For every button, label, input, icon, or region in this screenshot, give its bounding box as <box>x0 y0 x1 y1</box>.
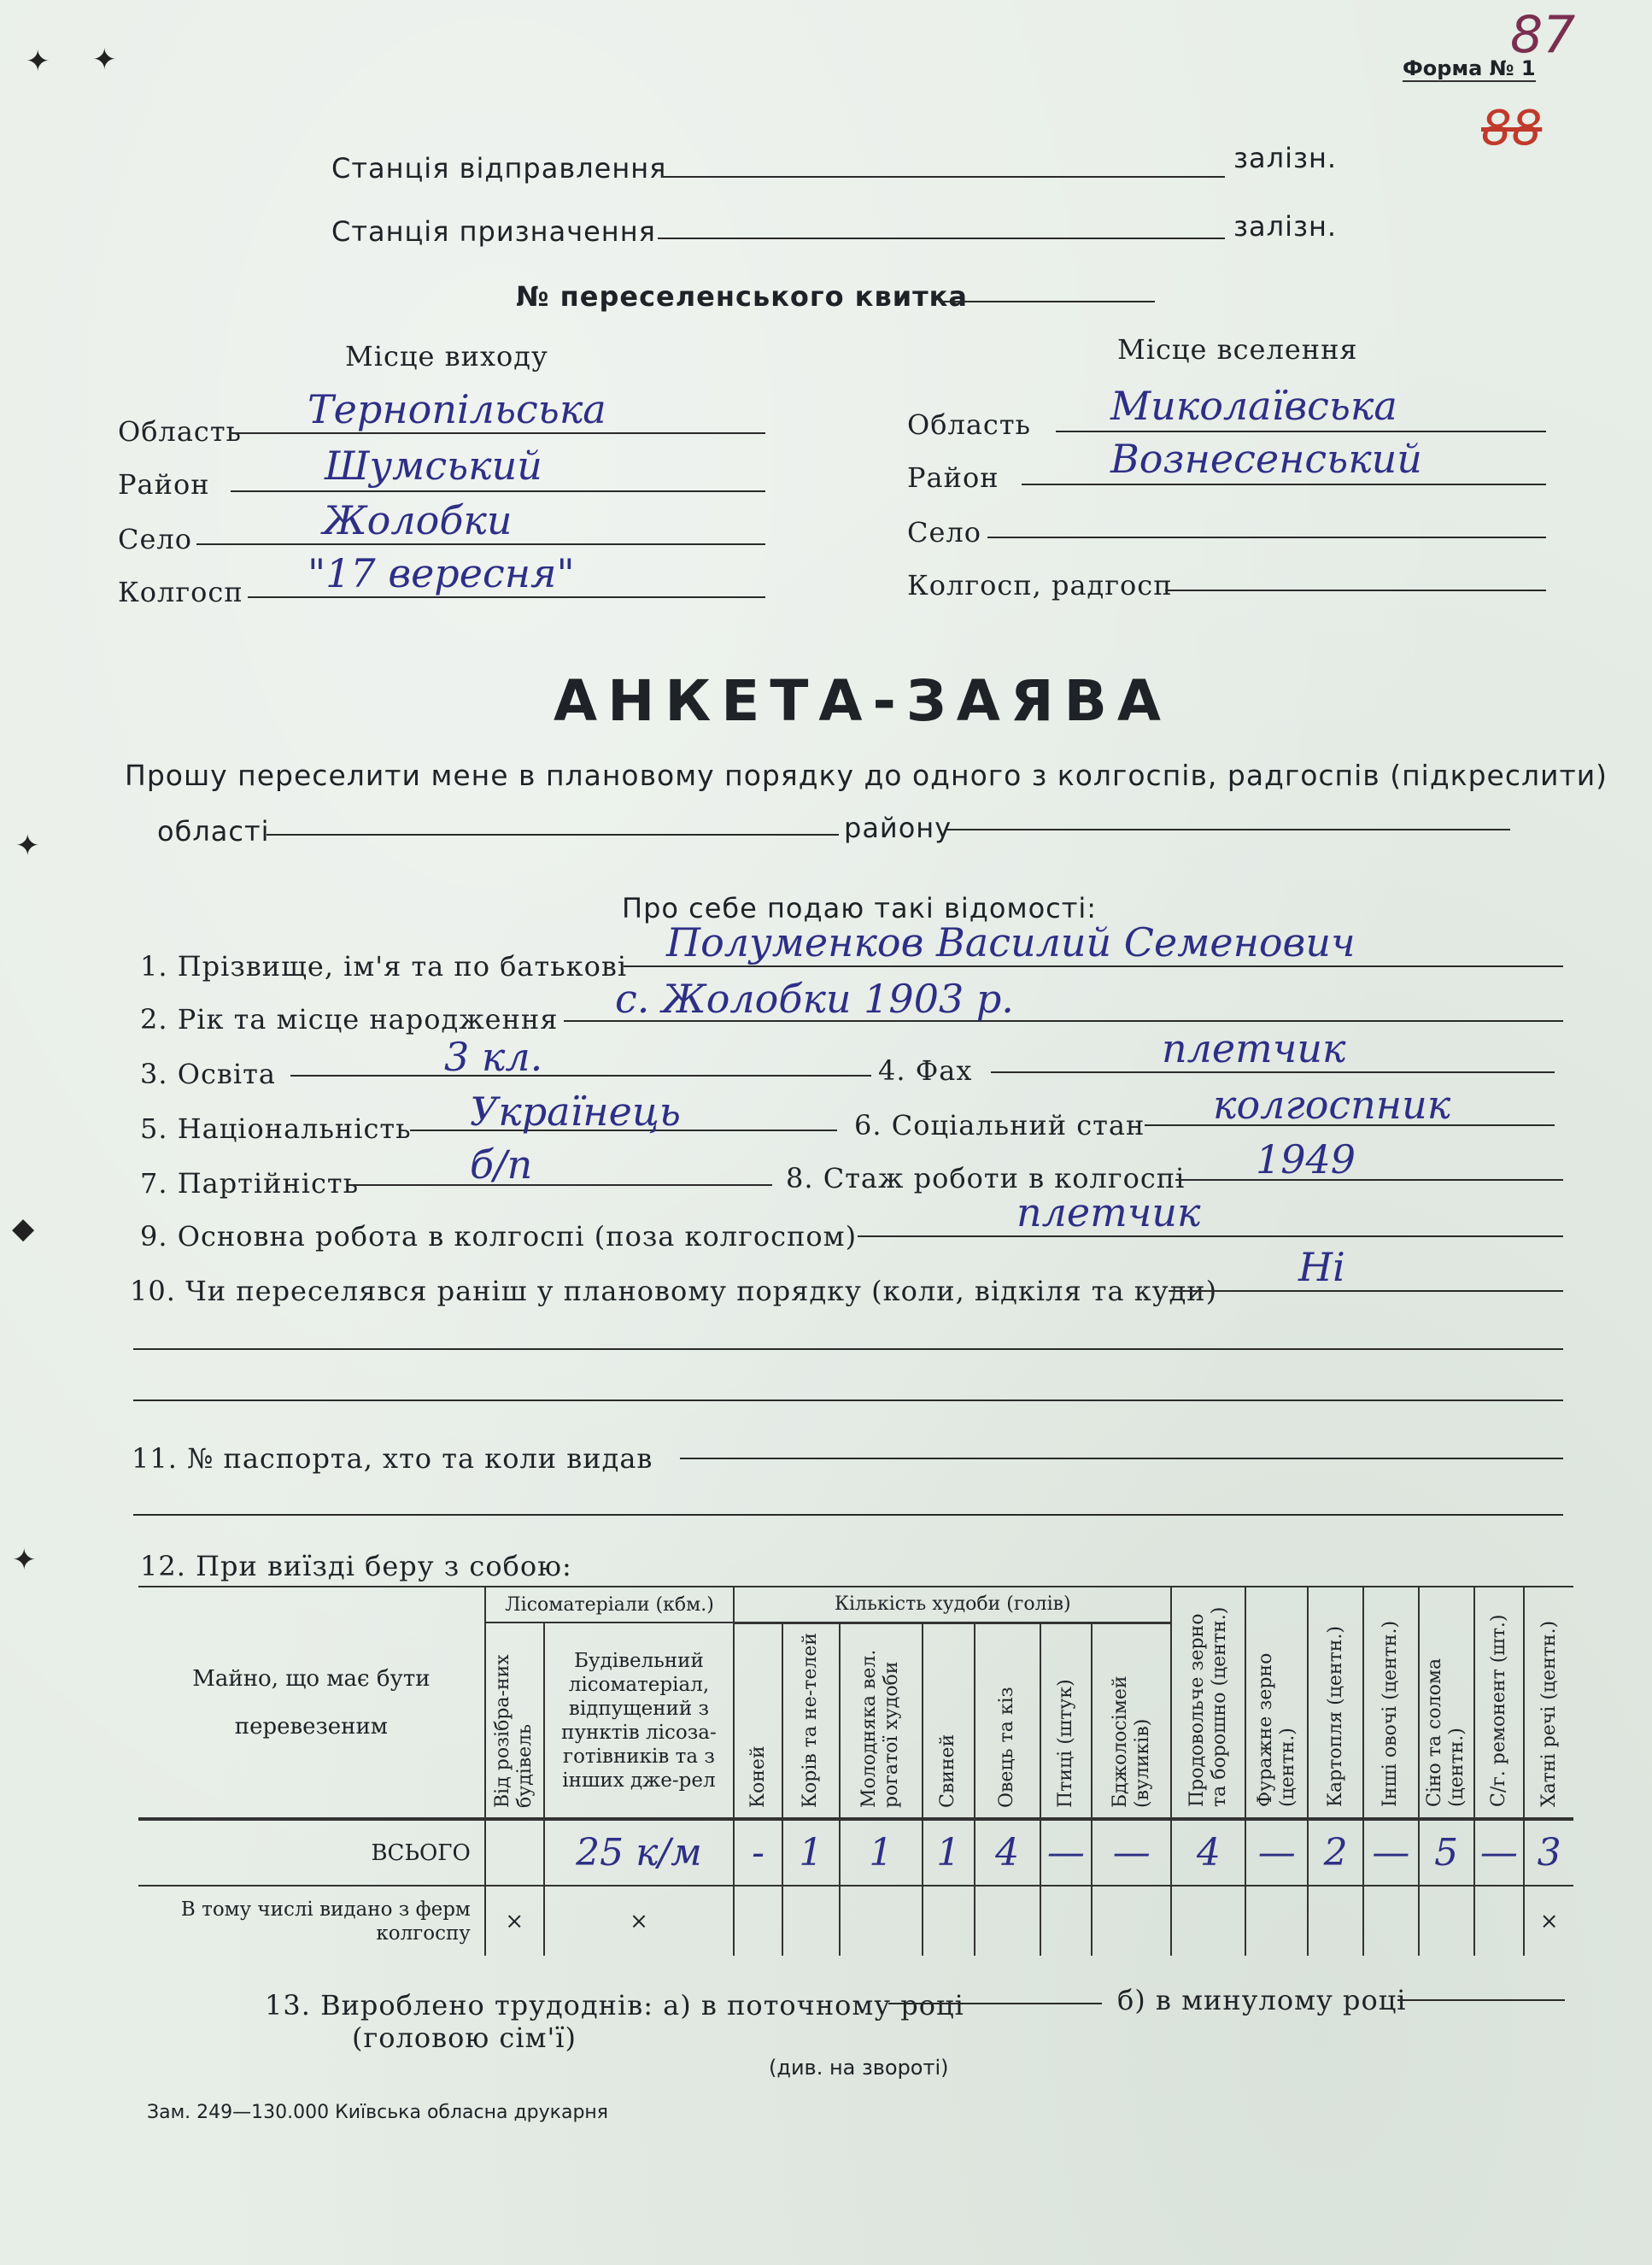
total-cell-11: 2 <box>1308 1819 1363 1886</box>
total-cell-3: 1 <box>782 1819 840 1886</box>
col-potato-text: Картопля (центн.) <box>1324 1625 1346 1807</box>
total-cell-10: — <box>1245 1819 1308 1886</box>
col-main-header-text: Майно, що має бути перевезеним <box>192 1665 431 1740</box>
col-veg <box>1363 1587 1419 1819</box>
field-10-extra-line-2 <box>133 1399 1563 1401</box>
field-11-extra-line <box>133 1514 1563 1516</box>
farm-cell-5 <box>923 1886 975 1956</box>
col-cows-text: Корів та не-телей <box>800 1632 822 1808</box>
farm-cell-1: × <box>544 1886 735 1956</box>
binding-mark-2: ✦ <box>92 43 117 77</box>
archive-page-number: 87 <box>1510 5 1576 65</box>
col-birds <box>1040 1622 1093 1819</box>
destination-oblast-line <box>1056 431 1546 432</box>
field-9-line <box>858 1235 1563 1237</box>
ticket-number-label: № переселенського квитка <box>516 280 968 313</box>
field-13-previous-label: б) в минулому році <box>1117 1984 1407 2016</box>
farm-cell-0: × <box>485 1886 544 1956</box>
binding-mark-5: ✦ <box>12 1543 37 1577</box>
destination-kolhosp-label: Колгосп, радгосп <box>907 569 1173 601</box>
destination-kolhosp-line <box>1165 590 1546 591</box>
total-cell-13: 5 <box>1419 1819 1474 1886</box>
farm-cell-13 <box>1419 1886 1474 1956</box>
farm-cell-7 <box>1040 1886 1093 1956</box>
origin-oblast-label: Область <box>118 415 242 448</box>
field-4-label: 4. Фах <box>878 1054 973 1087</box>
request-oblast-line <box>267 834 839 836</box>
timber-group-header: Лісоматеріали (кбм.) <box>485 1587 734 1622</box>
origin-oblast-value: Тернопільська <box>308 386 606 432</box>
col-home <box>1524 1587 1573 1819</box>
arrival-station-label: Станція призначення <box>331 215 656 248</box>
field-13-label: 13. Вироблено трудоднів: а) в поточному році <box>265 1989 964 2021</box>
origin-kolhosp-line <box>248 596 765 598</box>
request-raion-line <box>946 829 1510 830</box>
total-cell-9: 4 <box>1171 1819 1245 1886</box>
field-10-line <box>1169 1290 1563 1292</box>
goods-table <box>138 1586 1573 1956</box>
farm-cell-4 <box>840 1886 923 1956</box>
origin-raion-line <box>231 490 765 492</box>
destination-raion-value: Вознесенський <box>1110 436 1422 482</box>
field-4-value: плетчик <box>1162 1025 1346 1071</box>
col-feed <box>1245 1587 1308 1819</box>
row-total-label: ВСЬОГО <box>138 1819 485 1886</box>
destination-raion-label: Район <box>907 461 999 494</box>
cattle-group-header: Кількість худоби (голів) <box>734 1587 1171 1622</box>
col-dismantled <box>485 1622 544 1819</box>
arrival-station-line <box>658 238 1225 239</box>
farm-cell-8 <box>1092 1886 1171 1956</box>
origin-selo-line <box>196 543 765 545</box>
total-cell-0 <box>485 1819 544 1886</box>
col-horses-text: Коней <box>747 1746 769 1808</box>
col-dismantled-text: Від розібра-них будівель <box>492 1653 536 1808</box>
col-sheep <box>975 1622 1040 1819</box>
field-3-value: 3 кл. <box>444 1034 543 1080</box>
field-5-label: 5. Національність <box>140 1112 412 1145</box>
farm-cell-6 <box>975 1886 1040 1956</box>
field-8-value: 1949 <box>1256 1136 1356 1182</box>
col-main-header <box>138 1587 485 1819</box>
farm-cell-10 <box>1245 1886 1308 1956</box>
col-home-text: Хатні речі (центн.) <box>1538 1620 1560 1807</box>
destination-heading: Місце вселення <box>1117 333 1358 366</box>
field-4-line <box>991 1071 1555 1073</box>
field-11-label: 11. № паспорта, хто та коли видав <box>132 1442 653 1475</box>
col-pigs-text: Свиней <box>937 1734 959 1808</box>
col-building-text: Будівельний лісоматеріал, відпущений з пунктів лісоза-готівників та з інших дже-рел <box>561 1649 717 1792</box>
col-potato <box>1308 1587 1363 1819</box>
origin-raion-label: Район <box>118 468 210 501</box>
request-text: Прошу переселити мене в плановому порядку до одного з колгоспів, радгоспів (підкреслити) <box>125 759 1608 792</box>
field-7-line <box>349 1184 772 1186</box>
ticket-number-line <box>941 301 1155 302</box>
col-cows <box>782 1622 840 1819</box>
field-6-label: 6. Соціальний стан <box>854 1109 1145 1141</box>
binding-mark-4: ◆ <box>12 1212 35 1246</box>
col-birds-text: Птиці (штук) <box>1054 1679 1076 1808</box>
field-9-value: плетчик <box>1016 1189 1201 1235</box>
total-cell-15: 3 <box>1524 1819 1573 1886</box>
farm-cell-14 <box>1474 1886 1525 1956</box>
total-cell-14: — <box>1474 1819 1525 1886</box>
col-grain-text: Продовольче зерно та борошно (центн.) <box>1186 1606 1230 1807</box>
total-cell-6: 4 <box>975 1819 1040 1886</box>
farm-cell-2 <box>734 1886 782 1956</box>
request-oblast-label: області <box>157 815 270 848</box>
destination-raion-line <box>1022 484 1546 485</box>
field-9-label: 9. Основна робота в колгоспі (поза колгоспом) <box>140 1220 858 1253</box>
field-3-label: 3. Освіта <box>140 1058 276 1090</box>
total-cell-7: — <box>1040 1819 1093 1886</box>
departure-rail-suffix: залізн. <box>1233 142 1338 174</box>
col-feed-text: Фуражне зерно (центн.) <box>1254 1652 1298 1807</box>
total-cell-1: 25 к/м <box>544 1819 735 1886</box>
printer-imprint: Зам. 249—130.000 Київська обласна друкарня <box>147 2102 609 2123</box>
col-horses <box>734 1622 782 1819</box>
col-grain <box>1171 1587 1245 1819</box>
origin-selo-value: Жолобки <box>323 497 513 543</box>
col-veg-text: Інші овочі (центн.) <box>1380 1620 1402 1807</box>
archive-crossed-number: 88 <box>1481 101 1543 156</box>
field-1-label: 1. Прізвище, ім'я та по батькові <box>140 950 628 983</box>
origin-selo-label: Село <box>118 523 193 555</box>
farm-cell-15: × <box>1524 1886 1573 1956</box>
col-young <box>840 1622 923 1819</box>
field-7-label: 7. Партійність <box>140 1167 360 1200</box>
origin-heading: Місце виходу <box>345 340 548 373</box>
field-2-value: с. Жолобки 1903 р. <box>615 976 1014 1022</box>
origin-oblast-line <box>231 432 765 434</box>
col-inv-text: С/г. ремонент (шт.) <box>1487 1613 1509 1807</box>
field-8-label: 8. Стаж роботи в колгоспі <box>786 1162 1186 1194</box>
arrival-rail-suffix: залізн. <box>1233 210 1338 243</box>
field-3-line <box>290 1075 871 1077</box>
field-13-current-line <box>888 2003 1102 2004</box>
destination-oblast-value: Миколаївська <box>1110 383 1397 429</box>
col-young-text: Молодняка вел. рогатої худоби <box>858 1649 903 1808</box>
binding-mark-3: ✦ <box>15 829 40 863</box>
field-6-value: колгоспник <box>1213 1082 1451 1128</box>
field-8-line <box>1175 1179 1563 1181</box>
col-bees-text: Бджолосімей (вуликів) <box>1109 1675 1153 1808</box>
form-number: Форма № 1 <box>1403 56 1536 80</box>
col-inv <box>1474 1587 1525 1819</box>
field-2-label: 2. Рік та місце народження <box>140 1003 559 1036</box>
field-13-previous-line <box>1397 1999 1565 2001</box>
total-cell-4: 1 <box>840 1819 923 1886</box>
field-10-label: 10. Чи переселявся раніш у плановому порядку (коли, відкіля та куди) <box>130 1275 1218 1307</box>
field-10-value: Ні <box>1298 1244 1345 1290</box>
total-cell-5: 1 <box>923 1819 975 1886</box>
farm-cell-11 <box>1308 1886 1363 1956</box>
field-7-value: б/п <box>470 1141 533 1188</box>
see-back-note: (див. на звороті) <box>769 2056 949 2080</box>
col-hay-text: Сіно та солома (центн.) <box>1424 1658 1468 1807</box>
request-raion-label: району <box>844 812 952 844</box>
about-heading: Про себе подаю такі відомості: <box>622 892 1098 924</box>
total-cell-12: — <box>1363 1819 1419 1886</box>
col-pigs <box>923 1622 975 1819</box>
col-bees <box>1092 1622 1171 1819</box>
farm-cell-9 <box>1171 1886 1245 1956</box>
destination-selo-line <box>987 537 1546 538</box>
form-title: АНКЕТА-ЗАЯВА <box>554 668 1172 734</box>
farm-cell-12 <box>1363 1886 1419 1956</box>
origin-kolhosp-label: Колгосп <box>118 576 243 608</box>
farm-cell-3 <box>782 1886 840 1956</box>
field-5-value: Українець <box>470 1088 681 1135</box>
field-13-sub: (головою сім'ї) <box>352 2021 577 2054</box>
destination-oblast-label: Область <box>907 408 1031 441</box>
departure-station-line <box>661 176 1225 178</box>
row-farm-label: В тому числі видано з ферм колгоспу <box>138 1886 485 1956</box>
binding-mark-1: ✦ <box>26 44 50 79</box>
col-hay <box>1419 1587 1474 1819</box>
origin-kolhosp-value: "17 вересня" <box>308 550 575 596</box>
field-11-line <box>680 1458 1563 1459</box>
col-building <box>544 1622 735 1819</box>
field-10-extra-line-1 <box>133 1348 1563 1350</box>
field-12-label: 12. При виїзді беру з собою: <box>140 1550 572 1582</box>
total-cell-2: - <box>734 1819 782 1886</box>
total-cell-8: — <box>1092 1819 1171 1886</box>
destination-selo-label: Село <box>907 516 982 549</box>
field-1-line <box>624 965 1563 967</box>
departure-station-label: Станція відправлення <box>331 152 667 185</box>
col-sheep-text: Овець та кіз <box>996 1687 1018 1808</box>
field-1-value: Полуменков Василий Семенович <box>666 919 1356 965</box>
origin-raion-value: Шумський <box>325 443 542 489</box>
